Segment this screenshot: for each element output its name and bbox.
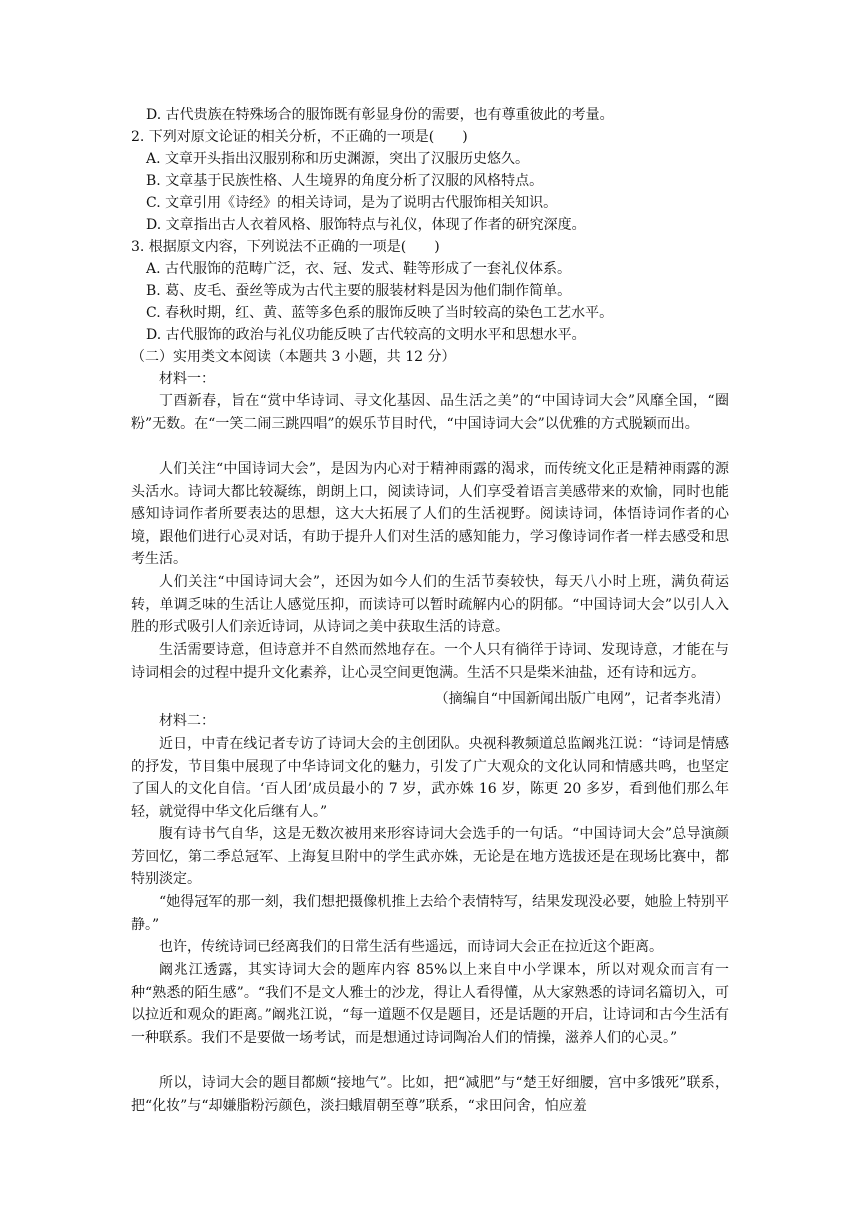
material2-paragraph-5: 阚兆江透露，其实诗词大会的题库内容 85%以上来自中小学课本，所以对观众而言有一种“熟悉的陌生感”。“我们不是文人雅士的沙龙，得让人看得懂，从大家熟悉的诗词名篇切入，可以拉近和观众的距离。”阚兆江说，“每一道题不仅是题目，还是话题的开启，让诗词和古今生活有一种联系。我们不是要做一场考试，而是想通过诗词陶冶人们的情操，滋养人们的心灵。” (131, 962, 729, 1046)
material1-paragraph-1: 丁酉新春，旨在“赏中华诗词、寻文化基因、品生活之美”的“中国诗词大会”风靡全国，“圈粉”无数。在“一笑二闹三跳四唱”的娱乐节目时代，“中国诗词大会”以优雅的方式脱颖而出。 (131, 393, 729, 432)
q2-option-a: A. 文章开头指出汉服别称和历史渊源，突出了汉服历史悠久。 (146, 151, 530, 167)
q3-option-c: C. 春秋时期，红、黄、蓝等多色系的服饰反映了当时较高的染色工艺水平。 (146, 305, 614, 321)
section-title: （二）实用类文本阅读（本题共 3 小题，共 12 分） (131, 349, 456, 365)
q2-option-c: C. 文章引用《诗经》的相关诗词，是为了说明古代服饰相关知识。 (146, 195, 558, 211)
material2-paragraph-1: 近日，中青在线记者专访了诗词大会的主创团队。央视科教频道总监阚兆江说：“诗词是情感的抒发，节目集中展现了中华诗词文化的魅力，引发了广大观众的文化认同和情感共鸣，也坚定了国人的文化自信。‘百人团’成员最小的 7 岁，武亦姝 16 岁，陈更 20 多岁，看到他们那么年轻，就觉得中华文化后继有人。” (131, 736, 729, 820)
material2-paragraph-3: “她得冠军的那一刻，我们想把摄像机推上去给个表情特写，结果发现没必要，她脸上特别平静。” (131, 894, 729, 933)
q1-option-d: D. 古代贵族在特殊场合的服饰既有彰显身份的需要，也有尊重彼此的考量。 (146, 107, 614, 123)
q3-option-d: D. 古代服饰的政治与礼仪功能反映了古代较高的文明水平和思想水平。 (146, 327, 586, 343)
material2-paragraph-2: 腹有诗书气自华，这是无数次被用来形容诗词大会选手的一句话。“中国诗词大会”总导演颜芳回忆，第二季总冠军、上海复旦附中的学生武亦姝，无论是在地方选拔还是在现场比赛中，都特别淡定。 (131, 826, 729, 887)
q3-stem: 3. 根据原文内容，下列说法不正确的一项是( ) (131, 239, 440, 255)
q3-option-b: B. 葛、皮毛、蚕丝等成为古代主要的服装材料是因为他们制作简单。 (146, 283, 572, 299)
material1-source: （摘编自“中国新闻出版广电网”，记者李兆清） (434, 691, 729, 707)
material2-paragraph-6: 所以，诗词大会的题目都颇“接地气”。比如，把“减肥”与“楚王好细腰，宫中多饿死”联系，把“化妆”与“却嫌脂粉污颜色，淡扫蛾眉朝至尊”联系，“求田问舍，怕应羞 (131, 1075, 729, 1114)
material1-paragraph-4: 生活需要诗意，但诗意并不自然而然地存在。一个人只有徜徉于诗词、发现诗意，才能在与诗词相会的过程中提升文化素养，让心灵空间更饱满。生活不只是柴米油盐，还有诗和远方。 (131, 642, 729, 681)
material1-paragraph-3: 人们关注“中国诗词大会”，还因为如今人们的生活节奏较快，每天八小时上班，满负荷运转，单调乏味的生活让人感觉压抑，而读诗可以暂时疏解内心的阴郁。“中国诗词大会”以引人入胜的形式吸引人们亲近诗词，从诗词之美中获取生活的诗意。 (131, 574, 729, 635)
q2-option-d: D. 文章指出古人衣着风格、服饰特点与礼仪，体现了作者的研究深度。 (146, 217, 586, 233)
material2-label: 材料二： (159, 713, 215, 729)
material1-label: 材料一： (159, 371, 215, 387)
q2-stem: 2. 下列对原文论证的相关分析，不正确的一项是( ) (131, 129, 468, 145)
q3-option-a: A. 古代服饰的范畴广泛，衣、冠、发式、鞋等形成了一套礼仪体系。 (146, 261, 572, 277)
material2-paragraph-4: 也许，传统诗词已经离我们的日常生活有些遥远，而诗词大会正在拉近这个距离。 (159, 939, 663, 955)
material1-paragraph-2: 人们关注“中国诗词大会”，是因为内心对于精神雨露的渴求，而传统文化正是精神雨露的源头活水。诗词大都比较凝练，朗朗上口，阅读诗词，人们享受着语言美感带来的欢愉，同时也能感知诗词作者所要表达的思想，这大大拓展了人们的生活视野。阅读诗词，体悟诗词作者的心境，跟他们进行心灵对话，有助于提升人们对生活的感知能力，学习像诗词作者一样去感受和思考生活。 (131, 461, 729, 567)
q2-option-b: B. 文章基于民族性格、人生境界的角度分析了汉服的风格特点。 (146, 173, 544, 189)
